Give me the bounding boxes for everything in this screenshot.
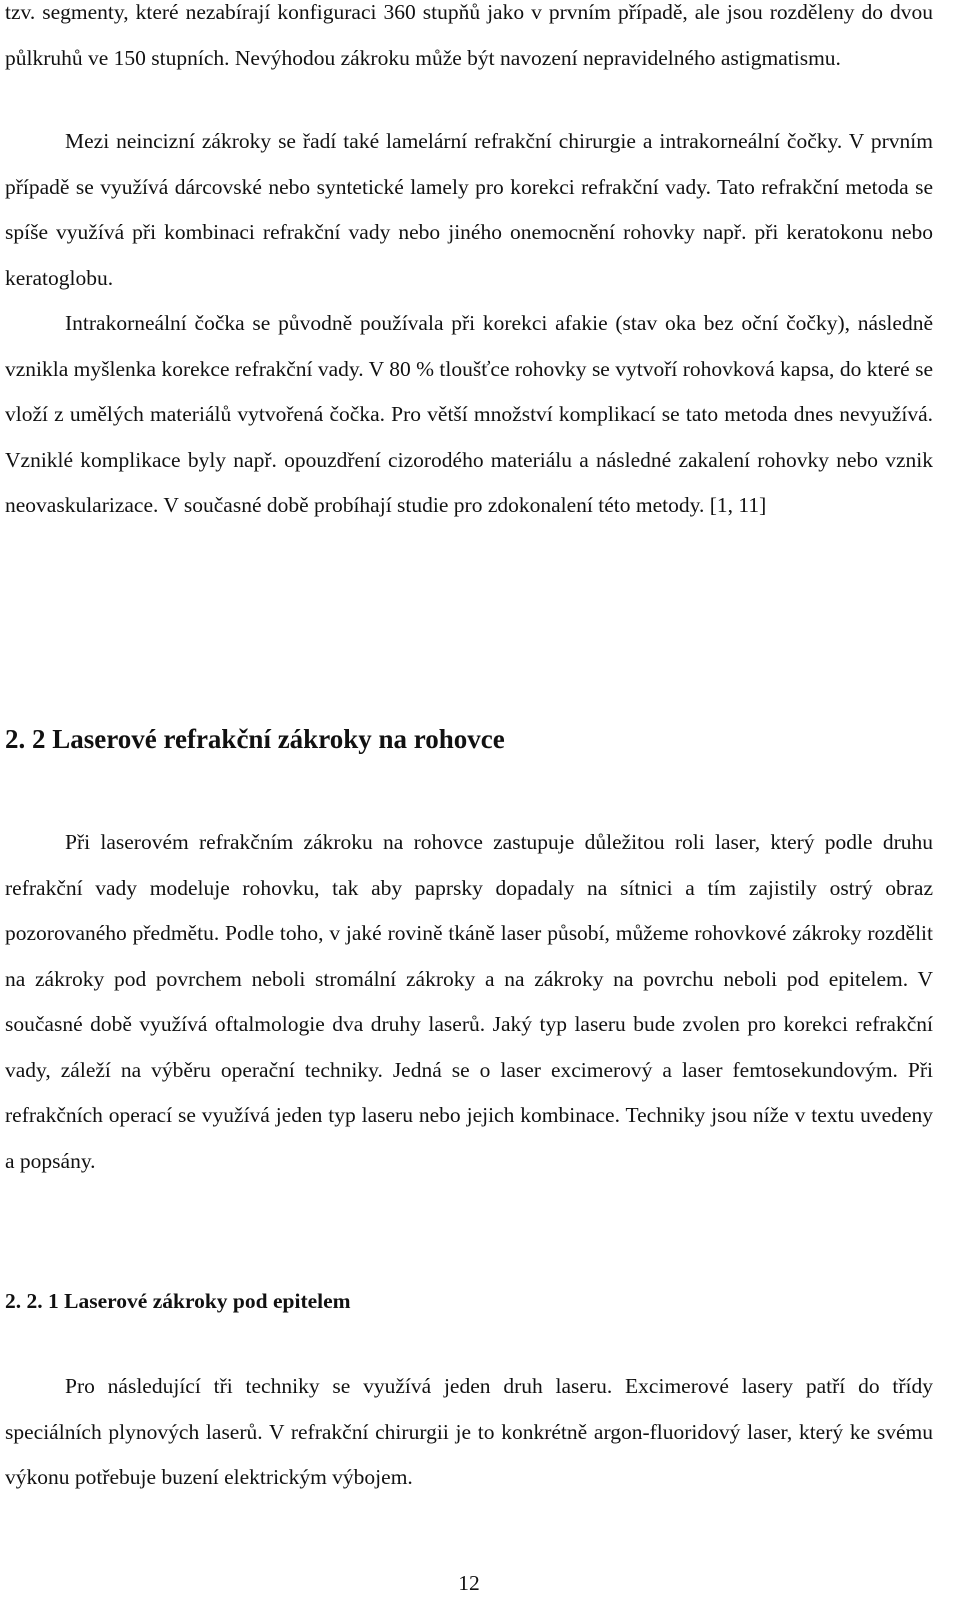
- paragraph-laser-procedures: Při laserovém refrakčním zákroku na rohovce zastupuje důležitou roli laser, který podle druhu refrakční vady modeluje rohovku, tak aby paprsky dopadaly na sítnici a tím zajistily ostrý obraz pozorovaného předmětu. Podle toho, v jaké rovině tkáně laser působí, můžeme rohovkové zákroky rozdělit na zákroky pod povrchem neboli stromální zákroky a na zákroky na povrchu neboli pod epitelem. V současné době využívá oftalmologie dva druhy laserů. Jaký typ laseru bude zvolen pro korekci refrakční vady, záleží na výběru operační techniky. Jedná se o laser excimerový a laser femtosekundovým. Při refrakčních operací se využívá jeden typ laseru nebo jejich kombinace. Techniky jsou níže v textu uvedeny a popsány.: [5, 830, 933, 1173]
- subsection-heading: 2. 2. 1 Laserové zákroky pod epitelem: [5, 1289, 351, 1313]
- paragraph-segments: tzv. segmenty, které nezabírají konfiguraci 360 stupňů jako v prvním případě, ale jsou rozděleny do dvou půlkruhů ve 150 stupních. Nevýhodou zákroku může být navození nepravidelného astigmatismu.: [5, 0, 933, 70]
- paragraph-excimer-lasers: Pro následující tři techniky se využívá jeden druh laseru. Excimerové lasery patří do třídy speciálních plynových laserů. V refrakční chirurgii je to konkrétně argon-fluoridový laser, který ke svému výkonu potřebuje buzení elektrickým výbojem.: [5, 1374, 933, 1489]
- paragraph-intracorneal-lens: Intrakorneální čočka se původně používala při korekci afakie (stav oka bez oční čočky), následně vznikla myšlenka korekce refrakční vady. V 80 % tloušťce rohovky se vytvoří rohovková kapsa, do které se vloží z umělých materiálů vytvořená čočka. Pro větší množství komplikací se tato metoda dnes nevyužívá. Vzniklé komplikace byly např. opouzdření cizorodého materiálu a následné zakalení rohovky nebo vznik neovaskularizace. V současné době probíhají studie pro zdokonalení této metody. [1, 11]: [5, 311, 933, 517]
- paragraph-nonincisional-procedures: Mezi neincizní zákroky se řadí také lamelární refrakční chirurgie a intrakorneální čočky. V prvním případě se využívá dárcovské nebo syntetické lamely pro korekci refrakční vady. Tato refrakční metoda se spíše využívá při kombinaci refrakční vady nebo jiného onemocnění rohovky např. při keratokonu nebo keratoglobu.: [5, 129, 933, 290]
- page-number: 12: [458, 1571, 480, 1595]
- section-heading: 2. 2 Laserové refrakční zákroky na rohovce: [5, 724, 505, 754]
